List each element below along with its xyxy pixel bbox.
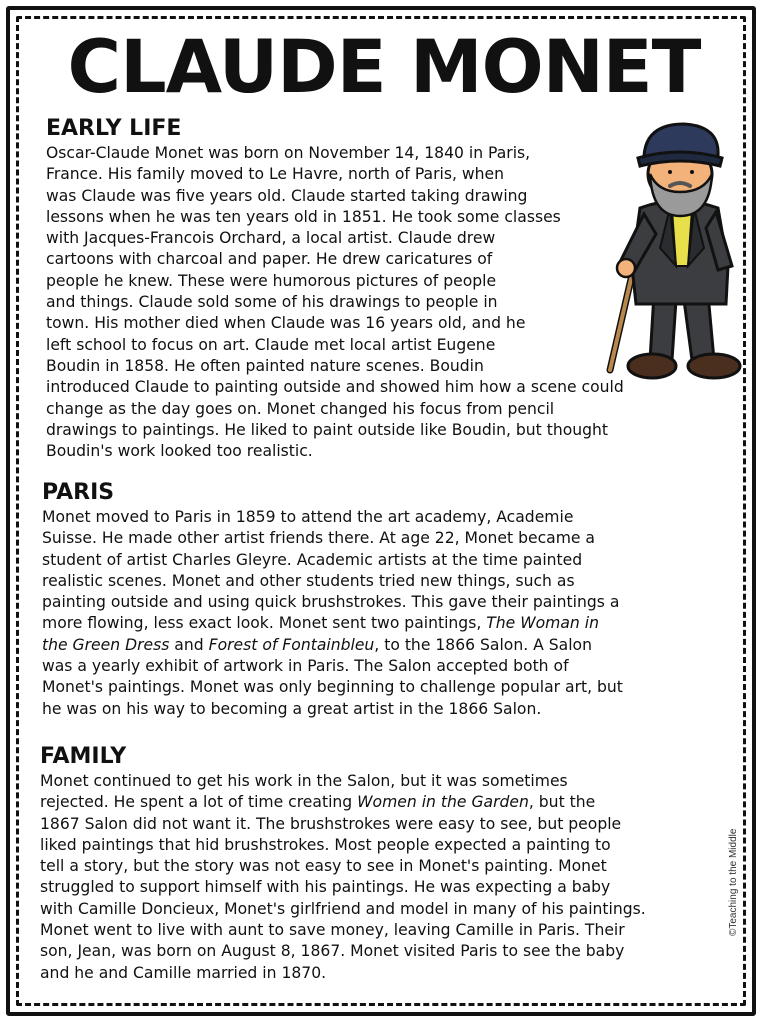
section-text-family <box>40 771 646 984</box>
painting-title: Forest of Fontainbleu <box>208 635 375 654</box>
text-line: liked paintings that hid brushstrokes. Most people expected a painting to <box>40 835 611 854</box>
text-line: the Green Dress and Forest of Fontainbleu, to the 1866 Salon. A Salon <box>42 635 592 654</box>
page-title: CLAUDE MONET <box>67 25 701 110</box>
text-line: with Camille Doncieux, Monet's girlfriend and model in many of his paintings. <box>40 899 646 918</box>
right-shoe <box>688 354 740 378</box>
text-line: Monet went to live with aunt to save money, leaving Camille in Paris. Their <box>40 921 625 940</box>
text-line: tell a story, but the story was not easy to see in Monet's painting. Monet <box>40 857 607 876</box>
text-line: was Claude was five years old. Claude started taking drawing <box>46 186 528 205</box>
monet-cartoon-illustration <box>600 116 748 388</box>
text-line: painting outside and using quick brushstrokes. This gave their paintings a <box>42 593 620 612</box>
text-line: left school to focus on art. Claude met local artist Eugene <box>46 335 496 354</box>
text-line: Oscar-Claude Monet was born on November 14, 1840 in Paris, <box>46 144 531 162</box>
text-line: struggled to support himself with his paintings. He was expecting a baby <box>40 878 611 897</box>
text-line: realistic scenes. Monet and other students tried new things, such as <box>42 571 575 590</box>
text-line: introduced Claude to painting outside and showed him how a scene could <box>46 378 624 397</box>
text-line: student of artist Charles Gleyre. Academic artists at the time painted <box>42 550 583 569</box>
text-line: he was on his way to becoming a great artist in the 1866 Salon. <box>42 699 542 718</box>
text-line: lessons when he was ten years old in 1851. He took some classes <box>46 207 561 226</box>
text-line: more flowing, less exact look. Monet sent two paintings, The Woman in <box>42 614 599 633</box>
left-eye <box>668 170 672 174</box>
text-line: son, Jean, was born on August 8, 1867. Monet visited Paris to see the baby <box>40 942 625 961</box>
section-text-paris <box>42 507 623 720</box>
left-shoe <box>628 354 676 378</box>
text-line: 1867 Salon did not want it. The brushstrokes were easy to see, but people <box>40 814 622 833</box>
text-line: Monet moved to Paris in 1859 to attend the art academy, Academie <box>42 508 574 526</box>
painting-title: Women in the Garden <box>357 793 529 812</box>
text-line: and things. Claude sold some of his drawings to people in <box>46 293 498 312</box>
text-line: was a yearly exhibit of artwork in Paris. The Salon accepted both of <box>42 657 569 676</box>
text-line: with Jacques-Francois Orchard, a local artist. Claude drew <box>46 229 496 248</box>
text-line: Suisse. He made other artist friends there. At age 22, Monet became a <box>42 529 595 548</box>
section-heading-early-life: EARLY LIFE <box>46 116 182 141</box>
copyright-credit: ©Teaching to the Middle <box>728 828 739 936</box>
text-line: rejected. He spent a lot of time creating Women in the Garden, but the <box>40 793 596 812</box>
text-line: people he knew. These were humorous pictures of people <box>46 271 497 290</box>
text-line: town. His mother died when Claude was 16 years old, and he <box>46 314 526 333</box>
text-line: Boudin in 1858. He often painted nature scenes. Boudin <box>46 356 484 375</box>
text-line: Boudin's work looked too realistic. <box>46 442 313 461</box>
text-line: Monet's paintings. Monet was only beginning to challenge popular art, but <box>42 678 623 697</box>
section-text-early-life <box>46 143 624 462</box>
section-heading-family: FAMILY <box>40 744 127 769</box>
text-line: change as the day goes on. Monet changed his focus from pencil <box>46 399 555 418</box>
text-line: drawings to paintings. He liked to paint outside like Boudin, but thought <box>46 420 609 439</box>
text-line: France. His family moved to Le Havre, north of Paris, when <box>46 165 504 184</box>
text-line: Monet continued to get his work in the Salon, but it was sometimes <box>40 772 568 790</box>
right-eye <box>690 170 694 174</box>
left-hand <box>617 259 635 277</box>
cane-icon <box>610 266 634 370</box>
painting-title: the Green Dress <box>42 635 170 654</box>
painting-title: The Woman in <box>486 614 599 633</box>
text-line: and he and Camille married in 1870. <box>40 963 327 982</box>
text-line: cartoons with charcoal and paper. He drew caricatures of <box>46 250 493 269</box>
section-heading-paris: PARIS <box>42 480 115 505</box>
